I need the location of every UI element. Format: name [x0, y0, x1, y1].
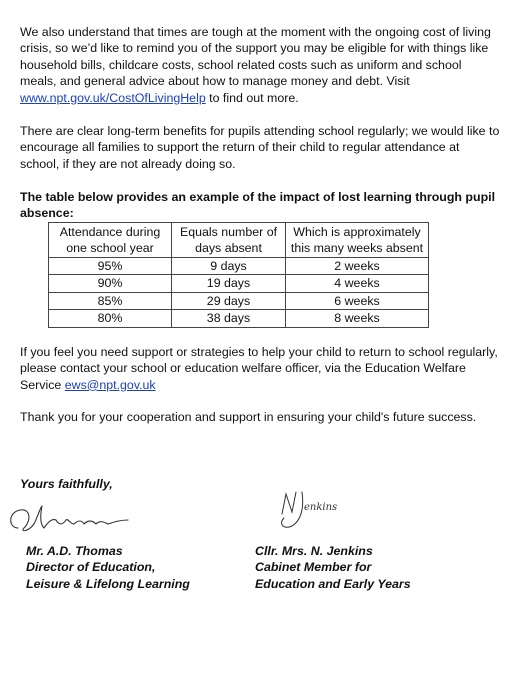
days-cell: 19 days — [172, 275, 286, 292]
attendance-cell: 80% — [49, 310, 172, 327]
cost-of-living-paragraph — [20, 24, 500, 106]
weeks-cell: 4 weeks — [286, 275, 429, 292]
signatory-thomas-title-2: Leisure & Lifelong Learning — [26, 576, 190, 591]
weeks-cell: 6 weeks — [286, 292, 429, 309]
header-days-absent: Equals number of days absent — [172, 223, 286, 258]
signatory-jenkins-name: Cllr. Mrs. N. Jenkins — [255, 544, 373, 558]
signatory-thomas-name: Mr. A.D. Thomas — [26, 544, 123, 558]
signatory-jenkins-title-2: Education and Early Years — [255, 576, 411, 591]
signatory-jenkins — [255, 543, 411, 592]
attendance-cell: 95% — [49, 258, 172, 275]
weeks-cell: 2 weeks — [286, 258, 429, 275]
thank-you-paragraph: Thank you for your cooperation and support in ensuring your child's future success. — [20, 410, 477, 424]
table-row — [49, 258, 429, 275]
signatory-thomas — [26, 543, 190, 592]
table-row — [49, 310, 429, 327]
attendance-cell: 90% — [49, 275, 172, 292]
cost-of-living-link[interactable]: www.npt.gov.uk/CostOfLivingHelp — [20, 90, 206, 105]
days-cell: 9 days — [172, 258, 286, 275]
cost-of-living-suffix: to find out more. — [205, 90, 299, 105]
ews-email-link[interactable]: ews@npt.gov.uk — [64, 377, 156, 392]
signature-jenkins-text: enkins — [304, 502, 338, 513]
signatory-thomas-title-1: Director of Education, — [26, 560, 156, 575]
signature-thomas-image — [4, 498, 134, 538]
days-cell: 29 days — [172, 292, 286, 309]
signature-jenkins-image — [268, 486, 358, 534]
attendance-cell: 85% — [49, 292, 172, 309]
weeks-cell: 8 weeks — [286, 310, 429, 327]
table-row — [49, 292, 429, 309]
header-attendance: Attendance during one school year — [49, 223, 172, 258]
header-weeks-absent: Which is approximately this many weeks absent — [286, 223, 429, 258]
closing-salutation: Yours faithfully, — [20, 477, 113, 491]
lost-learning-table — [48, 222, 429, 328]
support-text: If you feel you need support or strategies to help your child to return to school regularly, please contact your school or education welfare officer, via the Education Welfare Service — [20, 345, 498, 392]
table-heading: The table below provides an example of the impact of lost learning through pupil absence: — [20, 190, 496, 221]
table-row — [49, 275, 429, 292]
days-cell: 38 days — [172, 310, 286, 327]
signatory-jenkins-title-1: Cabinet Member for — [255, 560, 372, 575]
cost-of-living-text: We also understand that times are tough at the moment with the ongoing cost of living crisis, so we’d like to remind you of the support you may be eligible for with things like household bills, childcare costs, school related costs such as uniform and school meals, and general advice about how to manage money and debt. Visit — [20, 25, 491, 89]
support-paragraph — [20, 344, 500, 393]
attendance-benefits-paragraph: There are clear long-term benefits for pupils attending school regularly; we would like to encourage all families to support the return of their child to regular attendance at school, if they are not already doing so. — [20, 124, 500, 171]
table-header-row — [49, 223, 429, 258]
